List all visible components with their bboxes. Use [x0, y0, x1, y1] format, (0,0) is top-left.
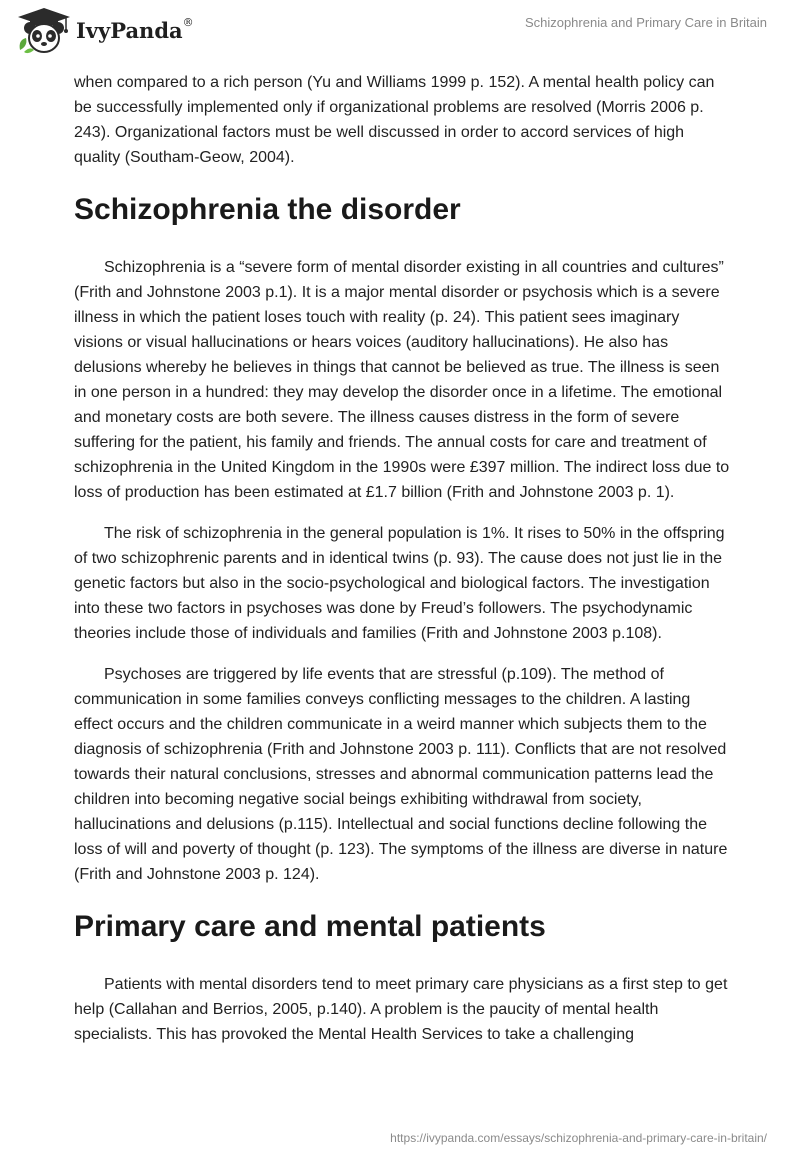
paragraph: The risk of schizophrenia in the general population is 1%. It rises to 50% in the offspring of two schizophrenic parents and in identical twins (p. 93). The cause does not just lie in the genetic factors but also in the socio-psychological and biological factors. The investigation into these two factors in psychoses was done by Freud’s followers. The psychodynamic theories include those of individuals and families (Frith and Johnstone 2003 p.108). — [74, 525, 725, 642]
source-url[interactable]: https://ivypanda.com/essays/schizophrenia-and-primary-care-in-britain/ — [390, 1131, 767, 1145]
intro-paragraph: when compared to a rich person (Yu and Williams 1999 p. 152). A mental health policy can be successfully implemented only if organizational problems are resolved (Morris 2006 p. 243). Organizational factors must be well discussed in order to accord services of high quality (Southam-Geow, 2004). — [74, 74, 715, 166]
page-header — [0, 0, 800, 64]
essay-content — [74, 70, 730, 1047]
paragraph: Schizophrenia is a “severe form of mental disorder existing in all countries and cultures” (Frith and Johnstone 2003 p.1). It is a major mental disorder or psychosis which is a severe illness in which the patient loses touch with reality (p. 24). This patient sees imaginary visions or visual hallucinations or hears voices (auditory hallucinations). He also has delusions whereby he believes in things that cannot be believed as true. The illness is seen in one person in a hundred: they may develop the disorder once in a lifetime. The emotional and monetary costs are both severe. The illness causes distress in the form of severe suffering for the patient, his family and friends. The annual costs for care and treatment of schizophrenia in the United Kingdom in the 1990s were £397 million. The indirect loss due to loss of production has been estimated at £1.7 billion (Frith and Johnstone 2003 p. 1). — [74, 259, 730, 501]
paragraph: Patients with mental disorders tend to meet primary care physicians as a first step to get help (Callahan and Berrios, 2005, p.140). A problem is the paucity of mental health specialists. This has provoked the Mental Health Services to take a challenging — [74, 976, 728, 1043]
section-heading-schizophrenia: Schizophrenia the disorder — [74, 193, 461, 226]
ivypanda-logo[interactable] — [16, 6, 196, 56]
section-heading-primary-care: Primary care and mental patients — [74, 910, 546, 943]
document-title: Schizophrenia and Primary Care in Britain — [524, 15, 767, 30]
brand-name: IvyPanda® — [76, 16, 194, 43]
paragraph: Psychoses are triggered by life events that are stressful (p.109). The method of communication in some families conveys conflicting messages to the children. A lasting effect occurs and the children communicate in a weird manner which subjects them to the diagnosis of schizophrenia (Frith and Johnstone 2003 p. 111). Conflicts that are not resolved towards their natural conclusions, stresses and abnormal communication patterns lead the children into becoming negative social beings exhibiting withdrawal from society, hallucinations and delusions (p.115). Intellectual and social functions decline following the loss of will and poverty of thought (p. 123). The symptoms of the illness are diverse in nature (Frith and Johnstone 2003 p. 124). — [74, 666, 728, 883]
registered-mark: ® — [182, 16, 194, 29]
panda-graduate-icon — [16, 6, 72, 56]
